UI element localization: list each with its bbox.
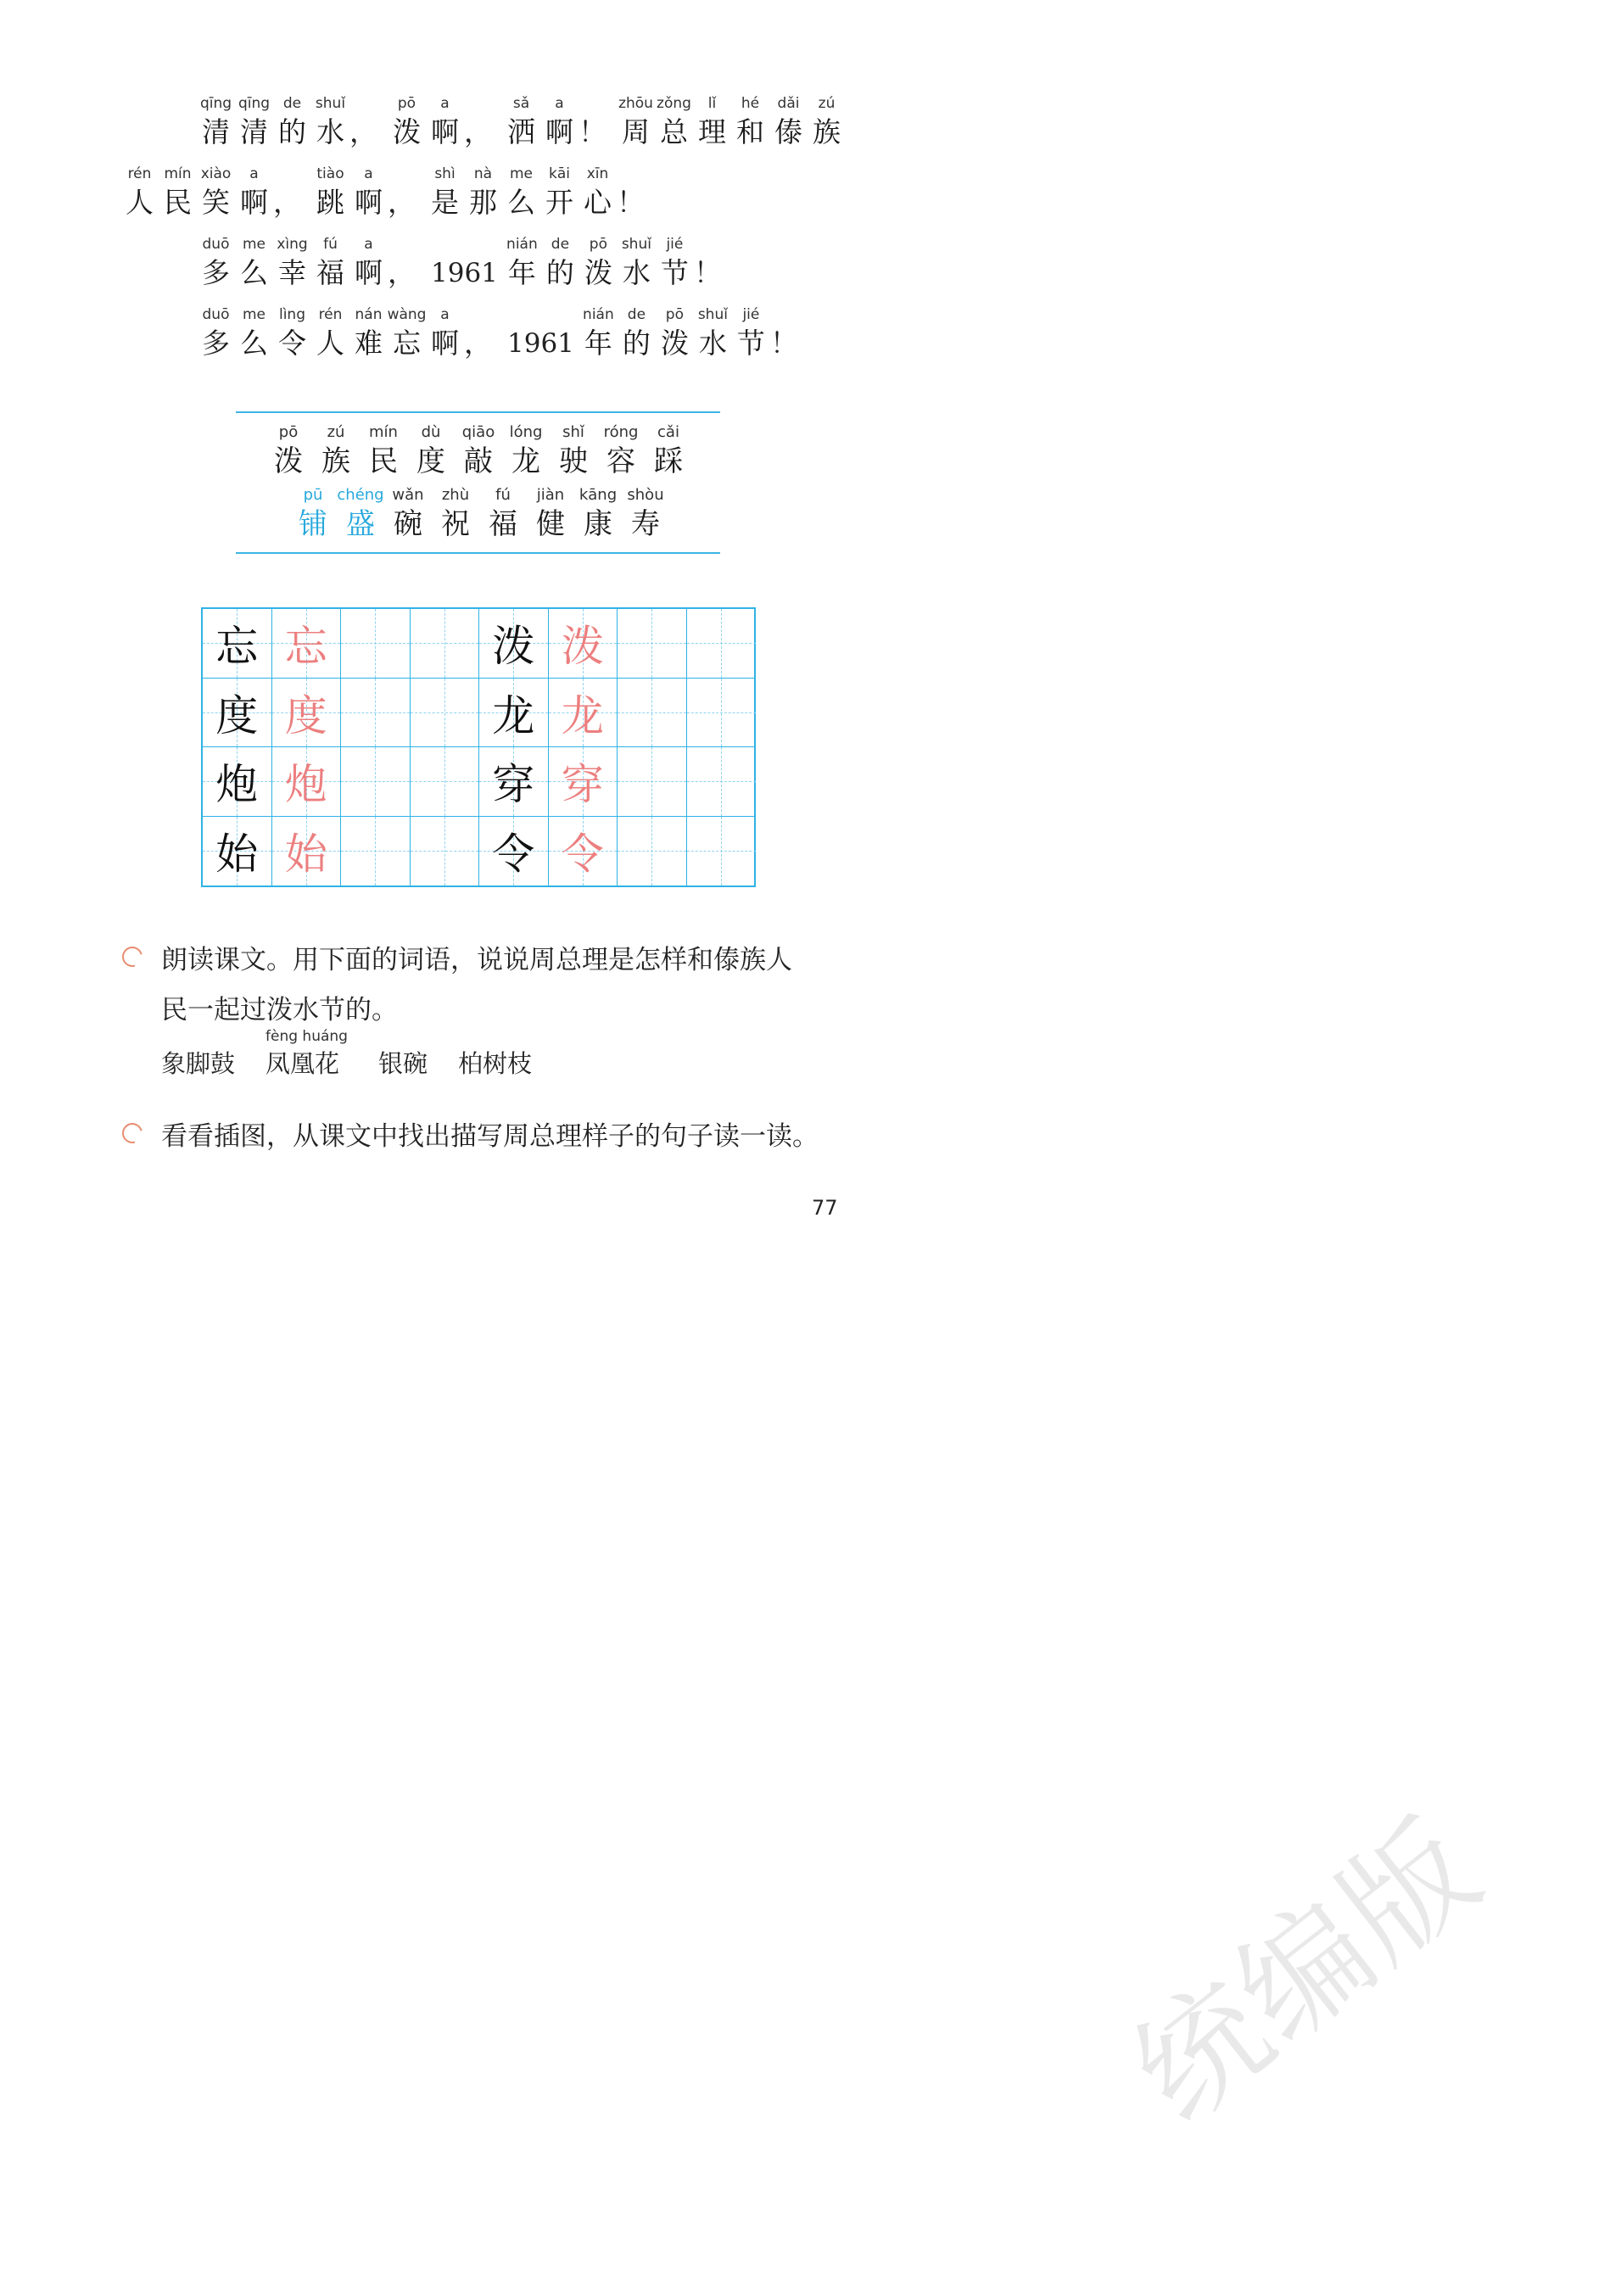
hanzi: 忘: [393, 327, 421, 360]
grid-cell-model: [203, 817, 272, 886]
ruby-char: [159, 164, 197, 221]
vocab-char: [265, 422, 312, 480]
word-text: 柏树枝: [457, 1049, 532, 1078]
vocab-char: [360, 422, 407, 480]
ruby-char: [388, 93, 426, 151]
hanzi: 碗: [394, 507, 422, 541]
year-number: 1961: [507, 328, 574, 359]
grid-char: 炮: [284, 760, 327, 810]
ruby-char: [120, 164, 159, 221]
ruby-char: [235, 304, 273, 362]
punctuation: ！: [693, 256, 722, 289]
hanzi: 民: [164, 186, 192, 219]
grid-cell-empty: [411, 817, 480, 886]
grid-char: 龙: [561, 690, 604, 740]
year-number: 1961: [431, 258, 498, 288]
hanzi: 么: [240, 327, 268, 360]
hanzi: 泼: [584, 256, 612, 289]
punctuation: ，: [273, 186, 301, 219]
pinyin: pō: [665, 306, 684, 323]
pinyin: kāng: [579, 486, 618, 504]
grid-cell-empty: [341, 747, 411, 817]
hanzi: 么: [507, 186, 535, 219]
page-number: 77: [812, 1196, 838, 1220]
poem-line: [197, 93, 846, 151]
pinyin: a: [249, 165, 259, 182]
pinyin: mín: [164, 165, 192, 182]
ruby-char: [235, 164, 273, 221]
pinyin: a: [364, 236, 373, 253]
pinyin: shǐ: [562, 423, 584, 441]
hanzi: 洒: [507, 115, 535, 148]
pinyin: me: [242, 306, 266, 323]
ruby-char: [197, 164, 235, 221]
pinyin: wàng: [387, 306, 427, 323]
grid-char: 始: [284, 830, 327, 880]
hanzi: 笑: [202, 186, 230, 219]
pinyin: zhù: [441, 486, 470, 504]
pinyin: a: [364, 165, 373, 182]
pinyin: rén: [318, 306, 343, 323]
pinyin: róng: [603, 423, 639, 441]
grid-cell-model: [479, 747, 549, 817]
grid-cell-trace: [272, 679, 342, 748]
hanzi: 周: [622, 115, 650, 148]
ruby-char: [426, 304, 464, 362]
grid-cell-model: [479, 609, 549, 679]
grid-char: 令: [561, 830, 604, 880]
punctuation: ，: [388, 186, 416, 219]
ruby-char: [655, 93, 693, 151]
grid-char: 炮: [215, 760, 259, 810]
ruby-char: [502, 164, 540, 221]
grid-cell-empty: [618, 747, 687, 817]
grid-cell-empty: [411, 609, 480, 679]
pinyin: me: [509, 165, 534, 182]
vocab-char: [622, 485, 669, 543]
pinyin: cǎi: [657, 423, 679, 441]
ruby-char: [732, 304, 770, 362]
grid-cell-trace: [272, 817, 342, 886]
grid-cell-trace: [549, 817, 618, 886]
hanzi: 的: [278, 115, 306, 148]
ruby-char: [388, 304, 426, 362]
hanzi: 清: [240, 115, 268, 148]
grid-cell-trace: [549, 747, 618, 817]
punctuation: ，: [464, 115, 492, 148]
pinyin: sǎ: [512, 95, 530, 112]
ruby-char: [769, 93, 808, 151]
pinyin: jié: [666, 236, 684, 253]
ruby-char: [808, 93, 846, 151]
pinyin: lǐ: [707, 95, 717, 112]
grid-cell-empty: [618, 679, 687, 748]
word-pinyin: [161, 1026, 235, 1047]
vocab-bottom-rule: [236, 552, 720, 554]
hanzi: 是: [431, 186, 459, 219]
hanzi: 福: [316, 256, 344, 289]
grid-cell-empty: [411, 747, 480, 817]
pinyin: hé: [741, 95, 760, 112]
vocab-char: [550, 422, 597, 480]
pinyin: lóng: [509, 423, 543, 441]
grid-cell-empty: [687, 817, 757, 886]
word-text: 凤凰花: [266, 1049, 340, 1078]
pinyin: xīn: [586, 165, 609, 182]
vocab-char: [455, 422, 502, 480]
ruby-char: [464, 164, 502, 221]
hanzi: 寿: [631, 507, 660, 541]
pinyin: tiào: [316, 165, 344, 182]
pinyin: fú: [323, 236, 338, 253]
pinyin: rén: [127, 165, 152, 182]
hanzi: 福: [489, 507, 517, 541]
exercise-circle-icon: [119, 943, 147, 971]
hanzi: 啊: [431, 327, 459, 360]
hanzi: 啊: [355, 186, 383, 219]
hanzi: 那: [469, 186, 497, 219]
hanzi: 啊: [355, 256, 383, 289]
grid-char: 泼: [492, 622, 535, 672]
punctuation: ，: [464, 327, 492, 360]
pinyin: zhōu: [618, 95, 653, 112]
hanzi: 祝: [441, 507, 470, 541]
grid-cell-trace: [272, 609, 342, 679]
pinyin: shuǐ: [697, 306, 728, 323]
pinyin: me: [242, 236, 266, 253]
exercise-circle-icon: [119, 1120, 147, 1148]
vocab-top-rule: [236, 411, 720, 413]
ruby-char: [197, 234, 235, 292]
vocab-char: [502, 422, 550, 480]
hanzi: 族: [813, 115, 841, 148]
ruby-char: [656, 304, 694, 362]
vocab-recognize-row1: [265, 422, 692, 480]
grid-char: 令: [492, 830, 535, 880]
grid-cell-empty: [687, 679, 757, 748]
vocab-recognize-row2: [289, 485, 669, 543]
ruby-char: [693, 93, 731, 151]
pinyin: a: [440, 95, 450, 112]
vocab-char: [432, 485, 479, 543]
exercise1-line1: 朗读课文。用下面的词语，说说周总理是怎样和傣族人: [161, 945, 792, 975]
ruby-char: [426, 164, 464, 221]
hanzi: 啊: [431, 115, 459, 148]
grid-cell-empty: [687, 609, 757, 679]
hanzi: 踩: [654, 444, 683, 478]
punctuation: ，: [349, 115, 377, 148]
hanzi: 多: [202, 256, 230, 289]
pinyin: nián: [583, 306, 614, 323]
hanzi: 人: [316, 327, 344, 360]
hanzi: 健: [536, 507, 565, 541]
ruby-char: [656, 234, 694, 292]
ruby-char: [311, 93, 349, 151]
ruby-char: [349, 304, 388, 362]
pinyin: shuǐ: [621, 236, 651, 253]
grid-char: 穿: [492, 760, 535, 810]
grid-char: 穿: [561, 760, 604, 810]
hanzi: 的: [545, 256, 574, 289]
pinyin: de: [551, 236, 570, 253]
ruby-char: [579, 234, 618, 292]
word-pinyin: [458, 1026, 532, 1047]
poem-line: [120, 164, 655, 221]
hanzi: 水: [622, 256, 651, 289]
grid-cell-empty: [341, 817, 411, 886]
pinyin: nà: [473, 165, 493, 182]
ruby-char: [540, 93, 579, 151]
hanzi: 康: [584, 507, 612, 541]
vocab-char: [407, 422, 455, 480]
poem-line: [197, 234, 732, 292]
punctuation: ！: [617, 186, 645, 219]
pinyin: qiāo: [461, 423, 495, 441]
pinyin: a: [555, 95, 564, 112]
pinyin: pū: [303, 486, 323, 504]
hanzi: 龙: [511, 444, 540, 478]
hanzi: 节: [736, 327, 765, 360]
hanzi: 令: [278, 327, 306, 360]
pinyin: zú: [818, 95, 836, 112]
grid-cell-model: [203, 679, 272, 748]
punctuation: ，: [388, 256, 416, 289]
hanzi: 民: [369, 444, 398, 478]
pinyin: pō: [589, 236, 607, 253]
punctuation: ！: [579, 115, 606, 148]
ruby-char: [503, 234, 541, 292]
word-text: 象脚鼓: [161, 1049, 236, 1078]
pinyin: dù: [421, 423, 441, 441]
vocab-char: [337, 485, 384, 543]
ruby-char: [311, 234, 349, 292]
ruby-char: [311, 164, 349, 221]
ruby-char: [235, 234, 273, 292]
writing-grid: [201, 607, 756, 887]
ruby-char: [273, 234, 311, 292]
vocab-char: [312, 422, 360, 480]
pinyin: jié: [742, 306, 760, 323]
hanzi: 水: [316, 115, 344, 148]
ruby-char: [197, 304, 235, 362]
poem-line: [197, 304, 808, 362]
vocab-word: [266, 1026, 348, 1081]
grid-cell-trace: [272, 747, 342, 817]
pinyin: nán: [355, 306, 383, 323]
ruby-char: [618, 304, 656, 362]
hanzi: 泼: [660, 327, 689, 360]
grid-char: 忘: [215, 622, 259, 672]
grid-cell-model: [203, 747, 272, 817]
ruby-char: [349, 164, 388, 221]
pinyin: xiào: [200, 165, 232, 182]
ruby-char: [731, 93, 769, 151]
hanzi: 铺: [299, 507, 327, 541]
ruby-char: [617, 93, 655, 151]
ruby-char: [311, 304, 349, 362]
hanzi: 节: [660, 256, 689, 289]
grid-cell-empty: [411, 679, 480, 748]
ruby-char: [349, 234, 388, 292]
hanzi: 泼: [274, 444, 303, 478]
hanzi: 年: [584, 327, 612, 360]
ruby-char: [235, 93, 273, 151]
hanzi: 傣: [774, 115, 802, 148]
hanzi: 幸: [278, 256, 306, 289]
grid-char: 始: [215, 830, 259, 880]
ruby-char: [579, 164, 617, 221]
exercise2-text: 看看插图，从课文中找出描写周总理样子的句子读一读。: [161, 1121, 819, 1152]
ruby-char: [502, 93, 540, 151]
word-text: 银碗: [377, 1049, 428, 1078]
pinyin: kāi: [549, 165, 570, 182]
pinyin: xìng: [277, 236, 308, 253]
hanzi: 敲: [464, 444, 493, 478]
grid-char: 度: [215, 690, 259, 740]
hanzi: 么: [240, 256, 268, 289]
ruby-char: [426, 93, 464, 151]
ruby-char: [273, 304, 311, 362]
pinyin: shuǐ: [315, 95, 346, 112]
grid-cell-empty: [687, 747, 757, 817]
vocab-word: [458, 1026, 532, 1081]
hanzi: 难: [355, 327, 383, 360]
pinyin: pō: [278, 423, 299, 441]
hanzi: 开: [545, 186, 573, 219]
hanzi: 心: [584, 186, 612, 219]
hanzi: 度: [416, 444, 445, 478]
vocab-char: [574, 485, 622, 543]
punctuation: ！: [769, 327, 798, 360]
hanzi: 总: [660, 115, 688, 148]
hanzi: 清: [202, 115, 230, 148]
word-pinyin: [378, 1026, 428, 1047]
pinyin: fú: [495, 486, 511, 504]
hanzi: 容: [606, 444, 635, 478]
ruby-char: [541, 234, 579, 292]
ruby-char: [540, 164, 579, 221]
grid-char: 泼: [561, 622, 604, 672]
ruby-char: [694, 304, 732, 362]
hanzi: 驶: [559, 444, 588, 478]
word-list: [161, 1026, 562, 1081]
pinyin: a: [440, 306, 450, 323]
vocab-char: [479, 485, 527, 543]
hanzi: 跳: [316, 186, 344, 219]
grid-cell-empty: [341, 679, 411, 748]
ruby-char: [618, 234, 656, 292]
hanzi: 族: [321, 444, 350, 478]
hanzi: 和: [736, 115, 764, 148]
grid-char: 度: [284, 690, 327, 740]
vocab-char: [289, 485, 337, 543]
pinyin: chéng: [337, 486, 384, 504]
ruby-char: [273, 93, 311, 151]
pinyin: shì: [434, 165, 456, 182]
vocab-char: [527, 485, 574, 543]
hanzi: 泼: [393, 115, 421, 148]
pinyin: pō: [397, 95, 416, 112]
hanzi: 年: [507, 256, 536, 289]
word-pinyin: fèng huáng: [266, 1028, 348, 1045]
pinyin: mín: [369, 423, 398, 441]
grid-char: 龙: [492, 690, 535, 740]
pinyin: duō: [202, 306, 230, 323]
hanzi: 的: [622, 327, 651, 360]
pinyin: de: [627, 306, 646, 323]
grid-cell-empty: [341, 609, 411, 679]
grid-cell-model: [479, 679, 549, 748]
exercise1-line2: 民一起过泼水节的。: [161, 995, 398, 1025]
ruby-char: [579, 304, 618, 362]
grid-cell-empty: [618, 609, 687, 679]
vocab-word: [378, 1026, 428, 1081]
grid-char: 忘: [284, 622, 327, 672]
pinyin: duō: [202, 236, 230, 253]
pinyin: dǎi: [777, 95, 800, 112]
watermark-text: 统编版: [1107, 1792, 1508, 2150]
hanzi: 啊: [240, 186, 268, 219]
vocab-char: [645, 422, 692, 480]
pinyin: shòu: [627, 486, 664, 504]
hanzi: 盛: [346, 507, 375, 541]
grid-cell-trace: [549, 609, 618, 679]
pinyin: zú: [327, 423, 345, 441]
pinyin: qīng: [238, 95, 271, 112]
pinyin: zǒng: [657, 95, 691, 112]
ruby-char: [197, 93, 235, 151]
grid-cell-model: [479, 817, 549, 886]
hanzi: 人: [126, 186, 154, 219]
hanzi: 啊: [545, 115, 573, 148]
vocab-word: [161, 1026, 235, 1081]
grid-cell-trace: [549, 679, 618, 748]
pinyin: lìng: [278, 306, 305, 323]
pinyin: de: [282, 95, 302, 112]
vocab-char: [597, 422, 645, 480]
grid-cell-empty: [618, 817, 687, 886]
hanzi: 水: [698, 327, 727, 360]
pinyin: nián: [506, 236, 538, 253]
vocab-char: [384, 485, 432, 543]
pinyin: wǎn: [392, 486, 424, 504]
grid-cell-model: [203, 609, 272, 679]
pinyin: jiàn: [536, 486, 565, 504]
hanzi: 理: [698, 115, 726, 148]
pinyin: qīng: [199, 95, 232, 112]
hanzi: 多: [202, 327, 230, 360]
